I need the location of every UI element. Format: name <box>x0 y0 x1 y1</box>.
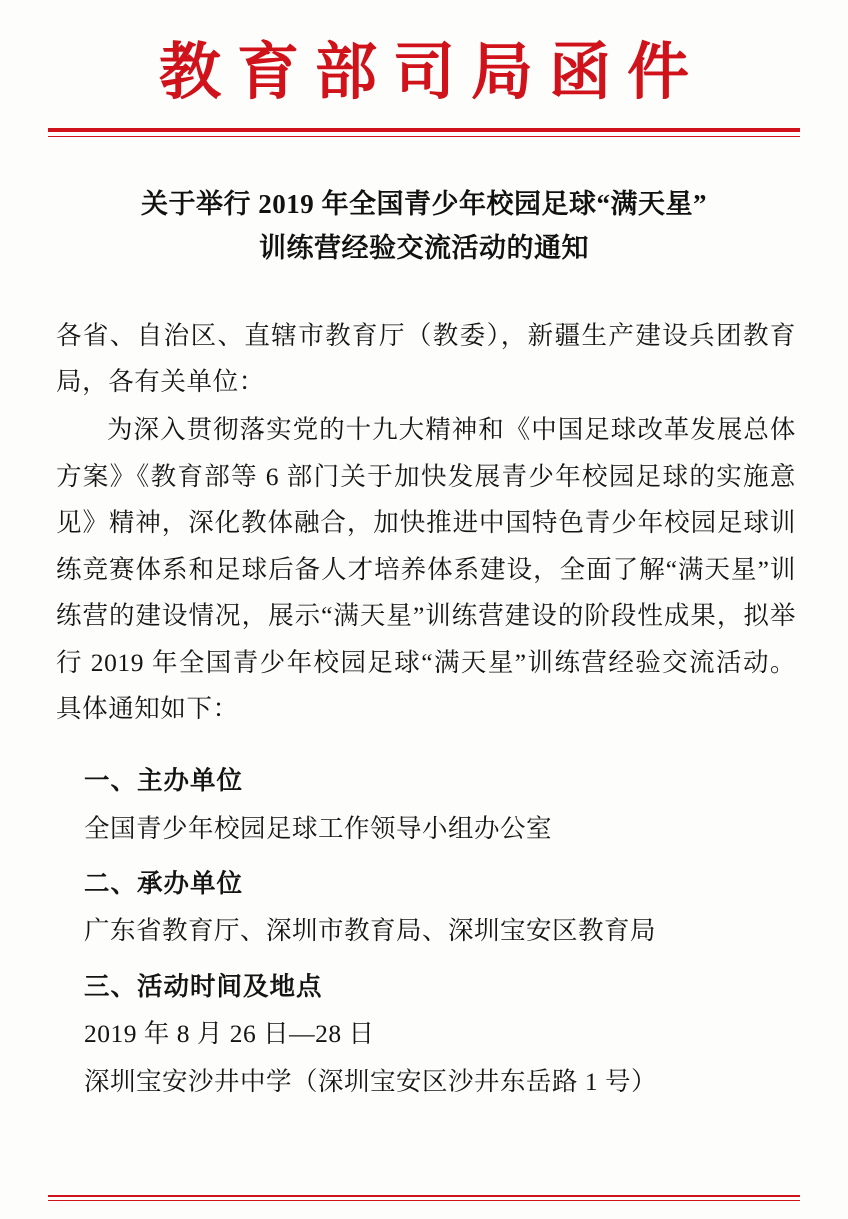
section-1-heading: 一、主办单位 <box>84 766 244 796</box>
section-2-heading: 二、承办单位 <box>84 869 244 899</box>
section-3-content-venue: 深圳宝安沙井中学（深圳宝安区沙井东岳路 1 号） <box>84 1066 658 1096</box>
document-body <box>56 313 796 733</box>
masthead <box>0 0 848 106</box>
preamble-paragraph: 为深入贯彻落实党的十九大精神和《中国足球改革发展总体方案》《教育部等 6 部门关于加快发展青少年校园足球的实施意见》精神，深化教体融合，加快推进中国特色青少年校园足球训练竞赛体系和足球后备人才培养体系建设，全面了解“满天星”训练营的建设情况，展示“满天星”训练营建设的阶段性成果，拟举行 2019 年全国青少年校园足球“满天星”训练营经验交流活动。具体通知如下： <box>56 415 796 723</box>
footer-divider <box>48 1195 800 1201</box>
document-title-line-2: 训练营经验交流活动的通知 <box>259 232 589 263</box>
section-3-heading: 三、活动时间及地点 <box>84 971 323 1001</box>
document-title-line-1: 关于举行 2019 年全国青少年校园足球“满天星” <box>141 189 707 220</box>
footer-divider-thick-line <box>48 1195 800 1197</box>
masthead-title: 教育部司局函件 <box>158 35 705 108</box>
section-2-content: 广东省教育厅、深圳市教育局、深圳宝安区教育局 <box>84 916 657 946</box>
section-1-content: 全国青少年校园足球工作领导小组办公室 <box>84 813 553 843</box>
section-3-content-date: 2019 年 8 月 26 日—28 日 <box>84 1019 375 1049</box>
divider-thin-line <box>48 136 800 137</box>
document-title <box>86 183 762 270</box>
addressee-paragraph: 各省、自治区、直辖市教育厅（教委），新疆生产建设兵团教育局，各有关单位： <box>56 320 796 397</box>
header-divider <box>0 128 848 137</box>
footer-divider-thin-line <box>48 1200 800 1201</box>
divider-thick-line <box>48 128 800 132</box>
document-sections <box>84 758 796 1104</box>
